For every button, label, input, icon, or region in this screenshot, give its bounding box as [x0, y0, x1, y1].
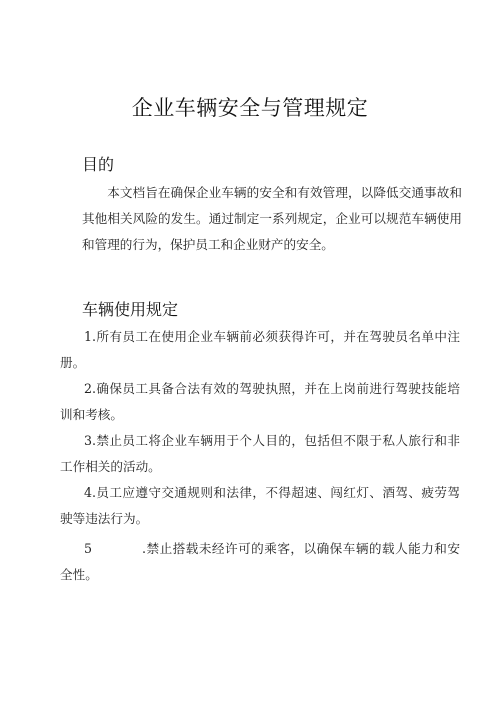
- list-item-number: 2: [84, 381, 93, 396]
- list-item-text: .所有员工在使用企业车辆前必须获得许可，并在驾驶员名单中注册。: [60, 329, 460, 370]
- list-item-number: 5: [84, 541, 93, 556]
- list-item-text: .禁止搭载未经许可的乘客，以确保车辆的载人能力和安全性。: [60, 541, 460, 582]
- list-item: [60, 376, 460, 428]
- list-item: [60, 480, 460, 532]
- list-item-number: 4: [84, 485, 93, 500]
- purpose-paragraph: 本文档旨在确保企业车辆的安全和有效管理，以降低交通事故和其他相关风险的发生。通过制定一系列规定，企业可以规范车辆使用和管理的行为，保护员工和企业财产的安全。: [82, 185, 462, 252]
- list-item: [60, 536, 460, 588]
- list-item: [60, 428, 460, 480]
- section-heading-vehicle-usage: 车辆使用规定: [82, 300, 179, 319]
- section-heading-purpose: 目的: [82, 155, 115, 174]
- list-item-text: .禁止员工将企业车辆用于个人目的，包括但不限于私人旅行和非工作相关的活动。: [60, 433, 460, 474]
- list-item-text: .员工应遵守交通规则和法律，不得超速、闯红灯、酒驾、疲劳驾驶等违法行为。: [60, 485, 460, 526]
- list-item-number: 3: [84, 433, 93, 448]
- list-item-number: 1: [84, 329, 93, 344]
- list-item: [60, 324, 460, 376]
- list-item-text: .确保员工具备合法有效的驾驶执照，并在上岗前进行驾驶技能培训和考核。: [60, 381, 460, 422]
- document-title: 企业车辆安全与管理规定: [131, 96, 369, 120]
